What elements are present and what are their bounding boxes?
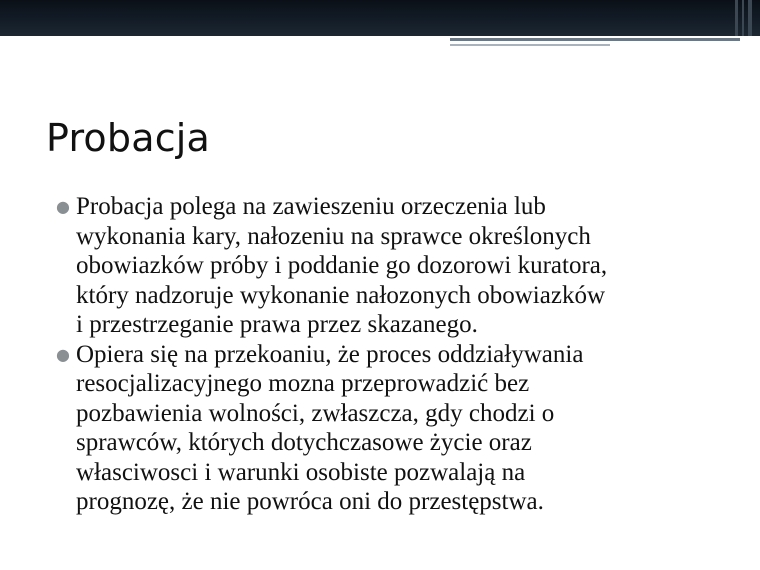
header-accent-line: [450, 38, 740, 41]
bullet-line: który nadzoruje wykonanie nałozonych obowiazków: [76, 281, 606, 309]
bullet-icon: ●: [56, 197, 70, 216]
bullet-line: własciwosci i warunki osobiste pozwalają na: [76, 458, 526, 486]
bullet-line: wykonania kary, nałozeniu na sprawce określonych: [76, 222, 591, 250]
slide-title: Probacja: [46, 116, 211, 160]
bullet-line: sprawców, których dotychczasowe życie oraz: [76, 429, 532, 456]
bullet-icon: ●: [56, 344, 70, 364]
bullet-line: prognozę, że nie powróca oni do przestępstwa.: [76, 488, 544, 515]
bullet-item: [56, 192, 736, 340]
header-stripe: [742, 0, 744, 36]
bullet-list: [56, 192, 736, 517]
header-band: [0, 0, 760, 36]
bullet-item: [56, 340, 736, 517]
bullet-line: Opiera się na przekoaniu, że proces oddziaływania: [76, 340, 584, 368]
bullet-line: resocjalizacyjnego mozna przeprowadzić bez: [76, 370, 530, 397]
header-stripe: [748, 0, 752, 36]
header-accent-line: [450, 44, 610, 46]
bullet-line: Probacja polega na zawieszeniu orzeczenia lub: [76, 193, 546, 220]
bullet-line: i przestrzeganie prawa przez skazanego.: [76, 311, 478, 338]
bullet-line: pozbawienia wolności, zwłaszcza, gdy chodzi o: [76, 399, 555, 427]
header-stripe: [735, 0, 738, 36]
bullet-line: obowiazków próby i poddanie go dozorowi kuratora,: [76, 252, 608, 279]
